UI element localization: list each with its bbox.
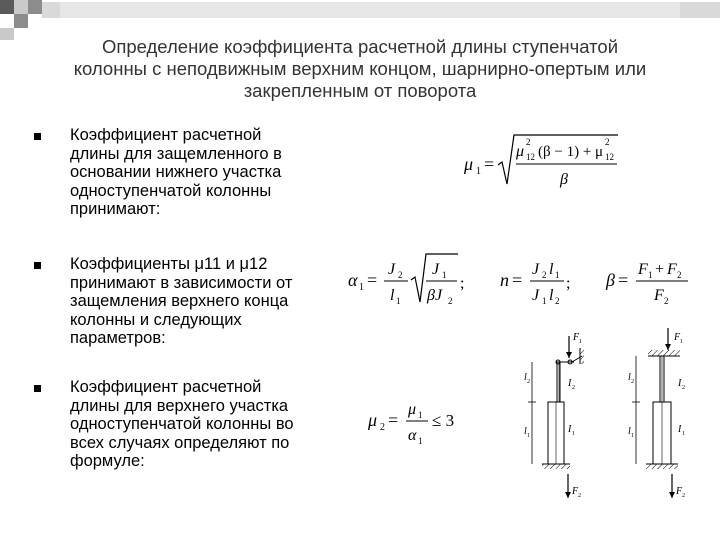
label-l1: l bbox=[524, 426, 527, 437]
formula-symbol: βJ bbox=[427, 287, 443, 304]
arrow-head-icon bbox=[669, 492, 675, 498]
label-subscript: 1 bbox=[527, 433, 530, 439]
column-scheme-pinned bbox=[524, 332, 584, 499]
label-subscript: 1 bbox=[572, 431, 575, 437]
formula-subscript: 2 bbox=[542, 270, 547, 280]
arrow-head-icon bbox=[566, 352, 572, 358]
bullet-text-1 bbox=[70, 126, 325, 219]
formula-punctuation: ; bbox=[566, 275, 571, 292]
bullet-line: параметров: bbox=[70, 329, 166, 347]
formula-symbol: n bbox=[500, 270, 509, 290]
formula-subscript: 2 bbox=[448, 296, 453, 306]
formula-symbol: J bbox=[532, 261, 540, 278]
formula-symbol: β bbox=[560, 171, 568, 188]
bullet-marker bbox=[34, 133, 41, 140]
formula-subscript: 2 bbox=[677, 270, 682, 280]
bullet-line: одноступенчатой колонны bbox=[70, 181, 272, 200]
formula-symbol: J bbox=[532, 287, 540, 304]
slide-title bbox=[40, 36, 680, 102]
bullet-line: принимают в зависимости от bbox=[70, 273, 293, 292]
formula-symbol: F bbox=[667, 261, 677, 278]
formula-operator: + bbox=[655, 261, 665, 278]
bullet-text-2 bbox=[70, 255, 325, 348]
formula-symbol: μ bbox=[464, 154, 474, 174]
label-subscript: 1 bbox=[682, 431, 685, 437]
formula-symbol: μ bbox=[368, 410, 378, 430]
label-subscript: 1 bbox=[631, 433, 634, 439]
formula-subscript: 1 bbox=[396, 296, 401, 306]
formula-symbol: F bbox=[654, 287, 664, 304]
formula-punctuation: ; bbox=[460, 275, 465, 292]
arrow-head-icon bbox=[665, 344, 671, 350]
label-subscript: 2 bbox=[527, 379, 530, 385]
bullet-line: длины для верхнего участка bbox=[70, 396, 289, 415]
formula-symbol: l bbox=[549, 287, 554, 304]
bullet-line: защемления верхнего конца bbox=[70, 292, 289, 310]
formula-subscript: 2 bbox=[555, 296, 560, 306]
bullet-line: всех случаях определяют по bbox=[70, 433, 290, 452]
formula-subscript: 1 bbox=[442, 270, 447, 280]
formula-symbol: μ bbox=[516, 143, 525, 160]
label-I1: I bbox=[568, 424, 572, 435]
label-F1: F bbox=[674, 332, 681, 343]
column-scheme-fixed bbox=[628, 328, 685, 499]
formula-equals: = bbox=[512, 270, 523, 290]
label-F1: F bbox=[573, 332, 580, 343]
formula-equals: = bbox=[367, 270, 378, 290]
bullet-line: длины для защемленного в bbox=[70, 144, 282, 163]
label-F2: F bbox=[572, 486, 579, 497]
formula-subscript: 1 bbox=[542, 296, 547, 306]
formula-inequality: ≤ 3 bbox=[432, 411, 455, 430]
bullet-line: формуле: bbox=[70, 452, 145, 470]
bullet-line: Коэффициенты μ11 и μ12 bbox=[70, 255, 268, 273]
formula-symbol: J bbox=[388, 261, 396, 278]
formula-symbol: μ bbox=[408, 401, 417, 418]
formula-symbol: F bbox=[638, 261, 648, 278]
title-line: колонны с неподвижным верхним концом, шарнирно-опертым или bbox=[73, 58, 647, 79]
label-F2: F bbox=[676, 486, 683, 497]
label-subscript: 1 bbox=[680, 339, 683, 345]
label-I2: I bbox=[678, 378, 682, 389]
formula-equals: = bbox=[484, 154, 495, 174]
formula-beta bbox=[604, 250, 696, 308]
label-I2: I bbox=[568, 378, 572, 389]
label-l2: l bbox=[524, 372, 527, 383]
decorative-header-squares bbox=[0, 0, 720, 40]
title-line: Определение коэффициента расчетной длины ступенчатой bbox=[101, 36, 619, 57]
formula-subscript: 1 bbox=[418, 436, 423, 446]
formula-symbol: J bbox=[432, 261, 440, 278]
column-diagrams bbox=[510, 322, 720, 512]
label-subscript: 1 bbox=[579, 339, 582, 345]
label-subscript: 2 bbox=[578, 493, 581, 499]
formula-subscript: 2 bbox=[664, 296, 669, 306]
formula-superscript: 2 bbox=[526, 137, 531, 147]
formula-subscript: 1 bbox=[418, 410, 423, 420]
formula-subscript: 1 bbox=[555, 270, 560, 280]
formula-symbol: l bbox=[549, 261, 554, 278]
title-line: закрепленным от поворота bbox=[243, 80, 477, 101]
formula-subscript: 2 bbox=[398, 270, 403, 280]
bullet-marker bbox=[34, 385, 41, 392]
label-subscript: 2 bbox=[682, 385, 685, 391]
label-subscript: 2 bbox=[631, 379, 634, 385]
label-l2: l bbox=[628, 372, 631, 383]
formula-subscript: 12 bbox=[526, 152, 535, 162]
arrow-head-icon bbox=[565, 492, 571, 498]
formula-symbol: β bbox=[606, 270, 615, 290]
bullet-line: основании нижнего участка bbox=[70, 163, 282, 181]
formula-alpha1 bbox=[346, 250, 476, 308]
bullet-line: одноступенчатой колонны во bbox=[70, 415, 294, 433]
formula-symbol: α bbox=[408, 427, 417, 444]
bullet-line: Коэффициент расчетной bbox=[70, 126, 262, 144]
formula-subscript: 1 bbox=[648, 270, 653, 280]
formula-equals: = bbox=[388, 410, 399, 430]
formula-superscript: 2 bbox=[605, 137, 610, 147]
formula-subscript: 1 bbox=[476, 166, 481, 177]
formula-subscript: 12 bbox=[605, 152, 614, 162]
formula-subscript: 1 bbox=[359, 282, 364, 293]
formula-equals: = bbox=[618, 270, 629, 290]
bullet-marker bbox=[34, 262, 41, 269]
bullet-text-3 bbox=[70, 378, 325, 471]
label-subscript: 2 bbox=[572, 385, 575, 391]
formula-mu2 bbox=[366, 394, 476, 450]
label-subscript: 2 bbox=[682, 493, 685, 499]
formula-symbol: l bbox=[390, 287, 395, 304]
label-l1: l bbox=[628, 426, 631, 437]
bullet-line: Коэффициент расчетной bbox=[70, 378, 262, 396]
bullet-line: колонны и следующих bbox=[70, 310, 242, 329]
formula-n bbox=[498, 250, 588, 308]
label-I1: I bbox=[678, 424, 682, 435]
formula-mu1 bbox=[462, 132, 622, 192]
formula-expression: (β − 1) + μ bbox=[538, 144, 604, 160]
bullet-line: принимают: bbox=[70, 200, 161, 218]
formula-symbol: α bbox=[348, 270, 358, 290]
formula-subscript: 2 bbox=[380, 422, 385, 433]
